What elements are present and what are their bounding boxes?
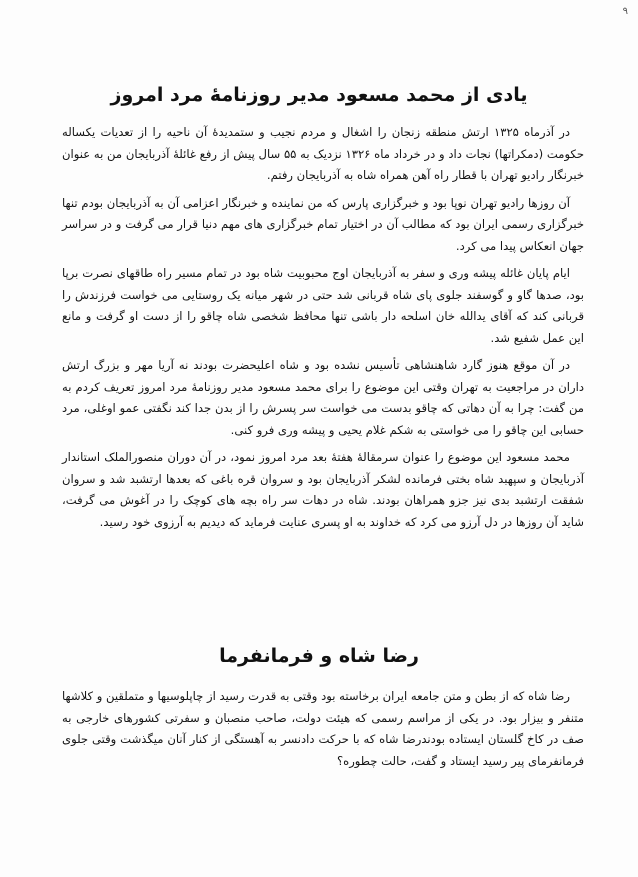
section-heading: رضا شاه و فرمانفرما	[219, 645, 419, 667]
article-heading: یادی از محمد مسعود مدیر روزنامهٔ مرد امروز	[110, 84, 528, 106]
page-number: ۹	[622, 6, 628, 17]
paragraph: در آذرماه ۱۳۲۵ ارتش منطقه زنجان را اشغال و مردم نجیب و ستمدیدهٔ آن ناحیه را از تعدیات یکساله حکومت (دمکراتها) نجات داد و در خرداد ماه ۱۳۲۶ نزدیک به ۵۵ سال پیش از رفع غائلهٔ آذربایجان من به عنوان خبرنگار رادیو تهران با قطار راه آهن همراه شاه به آذربایجان رفتم.	[62, 125, 585, 182]
paragraph: در آن موقع هنوز گارد شاهنشاهی تأسیس نشده بود و شاه اعلیحضرت بودند نه آریا مهر و بزرگ ارتش داران در مراجعیت به تهران وقتی این موضوع را برای محمد مسعود مدیر روزنامهٔ مرد امروز تعریف کردم به من گفت: چرا به آن دهاتی که چاقو بدست می خواست سر پسرش را از بدن جدا کند نگفتی عمو اوغلی، مرد حسابی این چاقو را می خواستی به شکم غلام یحیی و پیشه وری فرو کنی.	[62, 358, 584, 437]
section-body	[62, 686, 584, 778]
paragraph: آن روزها رادیو تهران نوپا بود و خبرگزاری پارس که من نماینده و خبرنگار اعزامی آن به آذربایجان بودم تنها خبرگزاری رسمی ایران بود که مطالب آن در اختیار تمام خبرگزاری های مهم دنیا قرار می گرفت و در سراسر جهان انعکاس پیدا می کرد.	[62, 195, 584, 253]
article-body	[62, 122, 584, 539]
paragraph: محمد مسعود این موضوع را عنوان سرمقالهٔ هفتهٔ بعد مرد امروز نمود، در آن دوران منصورالملک استاندار آذربایجان و سپهبد شاه بختی فرمانده لشکر آذربایجان بود و سروان قره باغی که بعدها ارتشبد شد و سروان شفقت ارتشبد بدی نیز جزو همراهان بودند. شاه در دهات سر راه بچه های کوچک را در آغوش می گرفت، شاید آن روزها در دل آرزو می کرد که خداوند به او پسری عنایت فرماید که دیدیم به آرزوی خود رسید.	[62, 450, 584, 529]
paragraph: رضا شاه که از بطن و متن جامعه ایران برخاسته بود وقتی به قدرت رسید از چاپلوسیها و متملقین و کلاشها متنفر و بیزار بود. در یکی از مراسم رسمی که هیئت دولت، صاحب منصبان و سفرتی کشورهای خارجی به صف در کاخ گلستان ایستاده بودندرضا شاه که با حرکت دادنسر به آهستگی از کنار آنان میگذشت وقتی جلوی فرمانفرمای پیر رسید ایستاد و گفت، حالت چطوره؟	[62, 689, 584, 768]
paragraph: ایام پایان غائله پیشه وری و سفر به آذربایجان اوج محبوبیت شاه بود در تمام مسیر راه طاقهای نصرت برپا بود، صدها گاو و گوسفند جلوی پای شاه قربانی شد حتی در شهر میانه یک روستایی می خواست فرزندش را قربانی کند که آقای یدالله خان اسلحه دار باشی تنها محافظ شخصی شاه چاقو را از دست او گرفت و مانع این عمل شفیع شد.	[62, 266, 584, 345]
